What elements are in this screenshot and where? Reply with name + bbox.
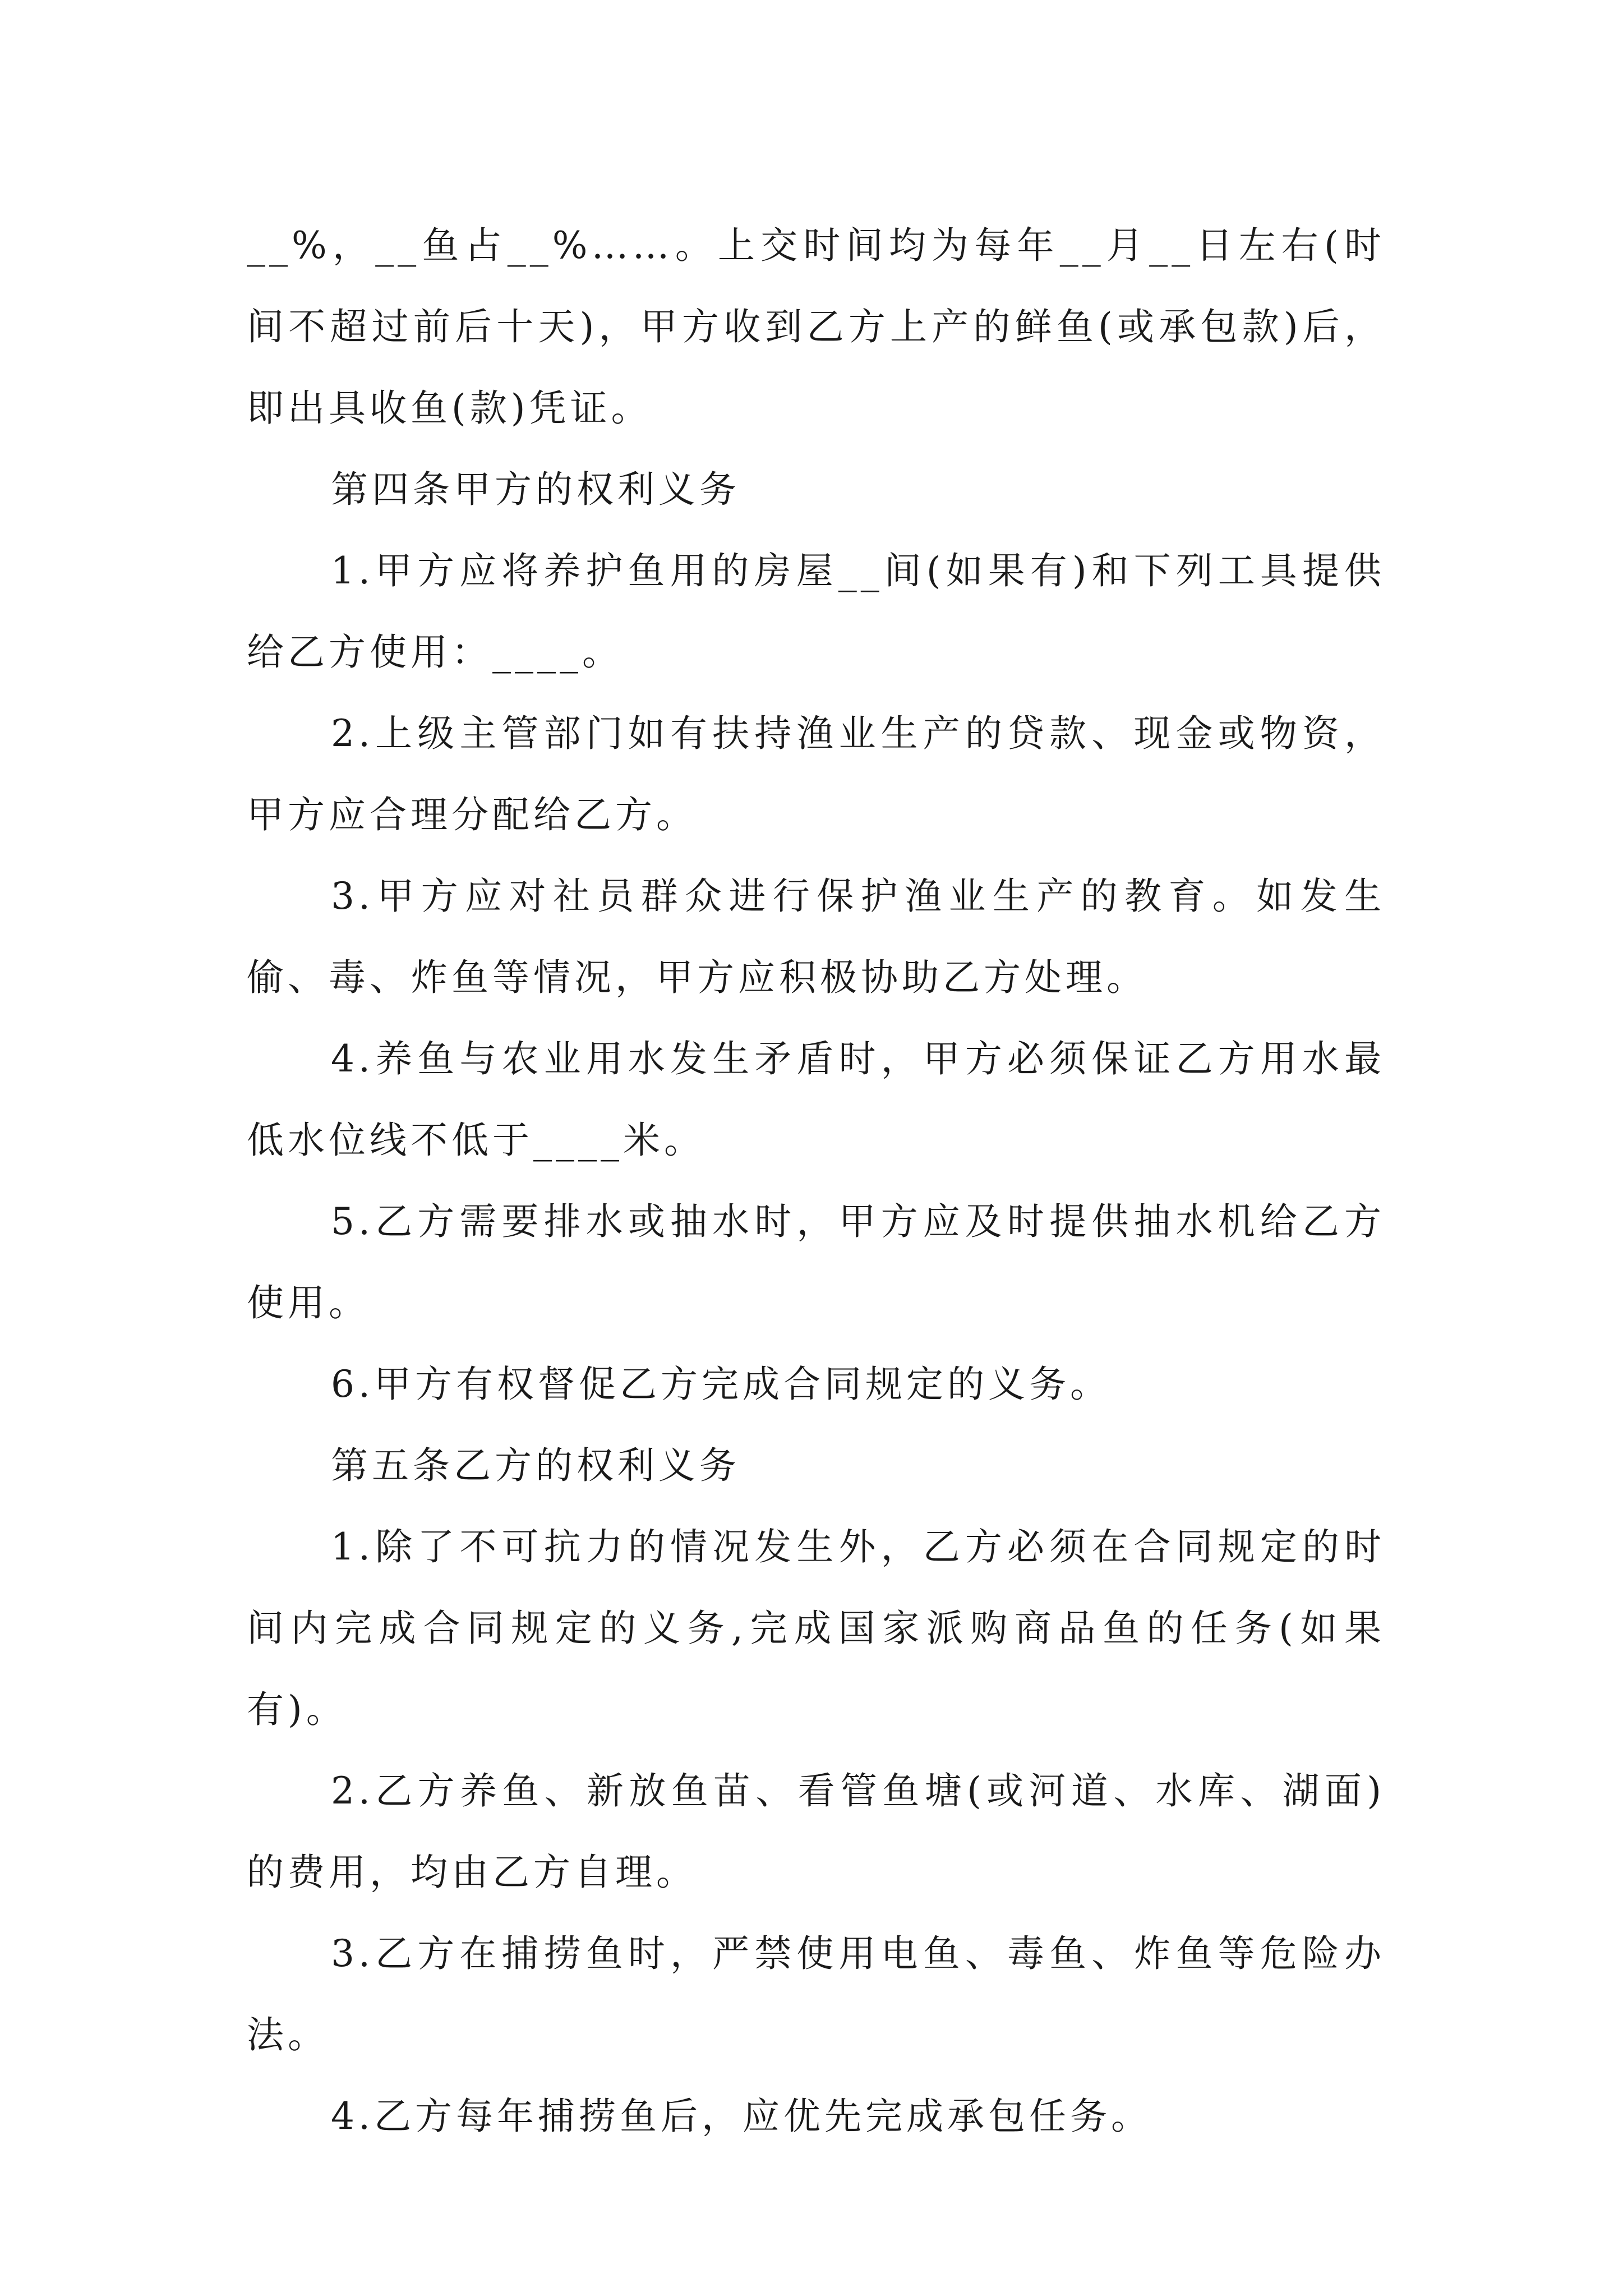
article-5-item-3: 3.乙方在捕捞鱼时，严禁使用电鱼、毒鱼、炸鱼等危险办法。 [247,1932,1385,2056]
article-5-item-4: 4.乙方每年捕捞鱼后，应优先完成承包任务。 [331,2095,1152,2138]
article-4-item-4: 4.养鱼与农业用水发生矛盾时，甲方必须保证乙方用水最低水位线不低于____米。 [247,1037,1385,1162]
article-4-item-6: 6.甲方有权督促乙方完成合同规定的义务。 [331,1363,1111,1406]
paragraph-delivery-terms: __%，__鱼占__%……。上交时间均为每年__月__日左右(时间不超过前后十天)，甲方收到乙方上产的鲜鱼(或承包款)后，即出具收鱼(款)凭证。 [247,224,1385,430]
section-heading-article-4: 第四条甲方的权利义务 [331,468,740,511]
article-4-item-2: 2.上级主管部门如有扶持渔业生产的贷款、现金或物资，甲方应合理分配给乙方。 [247,712,1385,836]
section-heading-article-5: 第五条乙方的权利义务 [331,1444,740,1487]
article-5-item-1: 1.除了不可抗力的情况发生外，乙方必须在合同规定的时间内完成合同规定的义务,完成国家派购商品鱼的任务(如果有)。 [247,1525,1385,1731]
article-5-item-2: 2.乙方养鱼、新放鱼苗、看管鱼塘(或河道、水库、湖面)的费用，均由乙方自理。 [247,1769,1385,1894]
article-4-item-1: 1.甲方应将养护鱼用的房屋__间(如果有)和下列工具提供给乙方使用：____。 [247,549,1385,674]
article-4-item-5: 5.乙方需要排水或抽水时，甲方应及时提供抽水机给乙方使用。 [247,1200,1385,1324]
document-body [247,205,1385,2157]
article-4-item-3: 3.甲方应对社员群众进行保护渔业生产的教育。如发生偷、毒、炸鱼等情况，甲方应积极协助乙方处理。 [247,875,1385,999]
